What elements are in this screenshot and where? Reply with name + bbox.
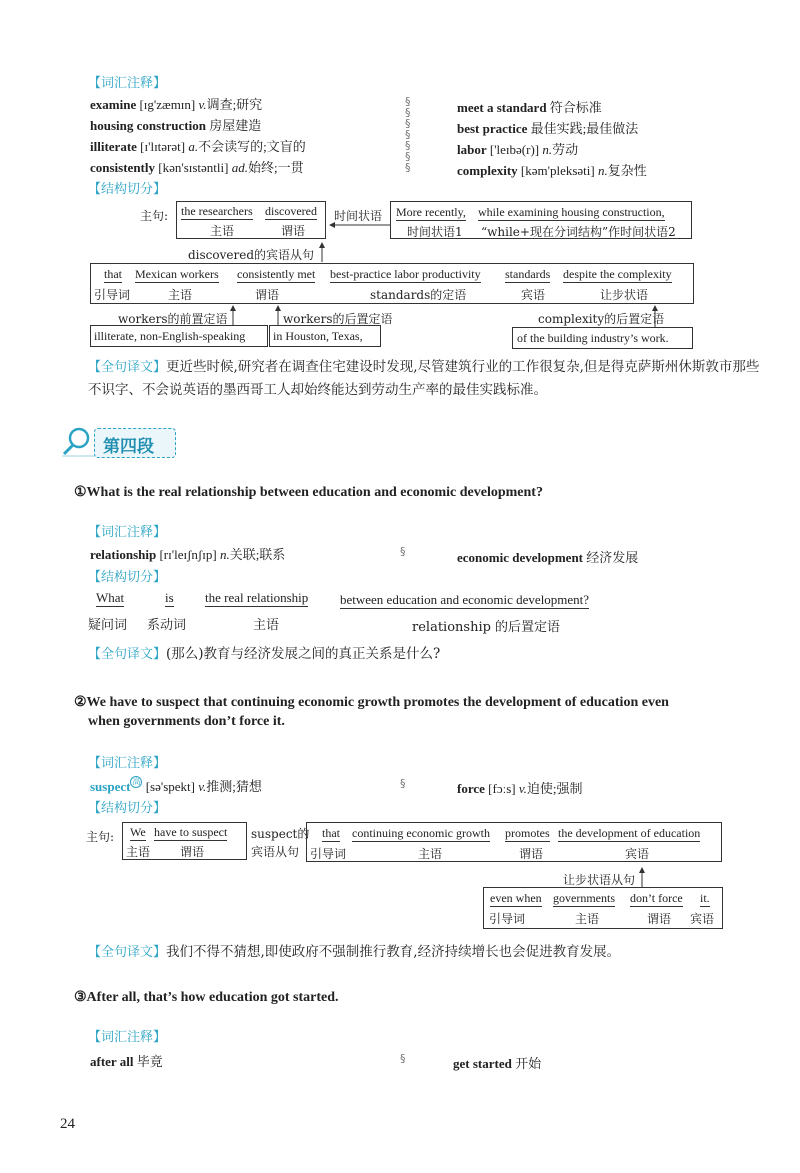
label-object: 宾语 xyxy=(521,288,546,302)
word-consistently-met: consistently met xyxy=(237,267,316,281)
word-dont-force: don’t force xyxy=(630,891,683,905)
divider: § xyxy=(400,777,406,790)
vocab-item-economic-development: economic development 经济发展 xyxy=(457,550,639,565)
q3-sentence: ③After all, that’s how education got started. xyxy=(74,990,339,1005)
label-suspect-of: suspect的 xyxy=(251,827,310,841)
word-real-relationship: the real relationship xyxy=(205,590,309,605)
word-illiterate: illiterate, non-English-speaking xyxy=(94,329,246,343)
label-predicate3: 谓语 xyxy=(647,912,672,926)
word-that: that xyxy=(104,267,122,281)
label-intro3: 引导词 xyxy=(489,912,526,926)
word-houston: in Houston, Texas, xyxy=(273,329,363,343)
vocab-item-meet-standard: meet a standard 符合标准 xyxy=(457,100,602,115)
word-despite: despite the complexity xyxy=(563,267,672,281)
vocab-item-relationship: relationship [rɪ'leɪʃnʃɪp] n.关联;联系 xyxy=(90,547,286,562)
q2-structure-label: 【结构切分】 xyxy=(88,801,167,816)
label-complexity-attr: complexity的后置定语 xyxy=(538,312,665,326)
vocab-item-get-started: get started 开始 xyxy=(453,1056,542,1071)
label-subject2: 主语 xyxy=(418,847,443,861)
vocab-item-labor: labor ['leɪbə(r)] n.劳动 xyxy=(457,142,579,157)
label-object-clause: discovered的宾语从句 xyxy=(188,248,315,262)
vocab-item-illiterate: illiterate [ɪ'lɪtərət] a.不会读写的;文盲的 xyxy=(90,139,306,154)
label-predicate2: 谓语 xyxy=(255,288,280,302)
vocab-item-best-practice: best practice 最佳实践;最佳做法 xyxy=(457,121,639,136)
word-have-to-suspect: have to suspect xyxy=(154,825,228,839)
main-clause-label: 主句: xyxy=(140,209,169,223)
label-linking-verb: 系动词 xyxy=(147,618,187,633)
label-pre-attr: workers的前置定语 xyxy=(118,312,228,326)
paragraph-heading-box xyxy=(94,428,176,458)
label-subject: 主语 xyxy=(126,845,151,859)
q1-sentence: ①What is the real relationship between education and economic development? xyxy=(74,485,543,500)
word-what: What xyxy=(96,590,125,605)
word-standards: standards xyxy=(505,267,551,281)
word-between: between education and economic development? xyxy=(340,592,590,607)
q2-vocab-label: 【词汇注释】 xyxy=(88,756,167,771)
label-while-structure: “while+现在分词结构”作时间状语2 xyxy=(481,225,676,239)
word-development-of-education: the development of education xyxy=(558,826,701,840)
translation-label: 【全句译文】 xyxy=(88,945,167,960)
word-it: it. xyxy=(700,891,710,905)
q1-structure-label: 【结构切分】 xyxy=(88,570,167,585)
vocab-item-complexity: complexity [kəm'pleksəti] n.复杂性 xyxy=(457,163,647,178)
word-is: is xyxy=(165,590,174,605)
label-subject2: 主语 xyxy=(168,288,193,302)
word-mexican-workers: Mexican workers xyxy=(135,267,219,281)
word-we: We xyxy=(130,825,146,839)
label-concession: 让步状语 xyxy=(600,288,649,302)
s3-translation: 【全句译文】更近些时候,研究者在调查住宅建设时发现,尽管建筑行业的工作很复杂,但是得克萨斯州休斯敦市那些不识字、不会说英语的墨西哥工人却始终能达到劳动生产率的最佳实践标准。 xyxy=(88,359,760,398)
word-even-when: even when xyxy=(490,891,542,905)
vocab-item-housing: housing construction 房屋建造 xyxy=(90,118,262,133)
label-post-attr: workers的后置定语 xyxy=(283,312,393,326)
label-intro: 引导词 xyxy=(94,288,131,302)
label-subject: 主语 xyxy=(210,224,235,238)
word-that: that xyxy=(322,826,340,840)
q1-translation: 【全句译文】(那么)教育与经济发展之间的真正关系是什么? xyxy=(88,646,441,662)
label-object-clause: 宾语从句 xyxy=(251,845,300,859)
page-number: 24 xyxy=(60,1116,75,1132)
label-predicate: 谓语 xyxy=(281,224,306,238)
paragraph-heading: 第四段 xyxy=(103,437,154,457)
structure-label: 【结构切分】 xyxy=(88,182,167,197)
label-intro: 引导词 xyxy=(310,847,347,861)
label-object3: 宾语 xyxy=(690,912,715,926)
divider: § § § § § § § xyxy=(405,95,411,174)
q2-sentence-line2: when governments don’t force it. xyxy=(88,714,285,729)
word-more-recently: More recently, xyxy=(396,205,466,219)
vocab-item-force: force [fɔːs] v.迫使;强制 xyxy=(457,781,583,796)
label-time-adverbial: 时间状语 xyxy=(334,209,383,223)
label-concessive-clause: 让步状语从句 xyxy=(563,873,636,887)
label-subject: 主语 xyxy=(253,618,280,633)
word-discovered: discovered xyxy=(265,204,317,218)
word-continuing-growth: continuing economic growth xyxy=(352,826,490,840)
divider: § xyxy=(400,1052,406,1065)
divider: § xyxy=(400,545,406,558)
label-standards-attr: standards的定语 xyxy=(370,288,467,302)
label-subject3: 主语 xyxy=(575,912,600,926)
label-relationship-attr: relationship 的后置定语 xyxy=(412,620,561,635)
q2-translation: 【全句译文】我们不得不猜想,即使政府不强制推行教育,经济持续增长也会促进教育发展。 xyxy=(88,944,621,960)
label-object2: 宾语 xyxy=(625,847,650,861)
vocab-item-examine: examine [ɪg'zæmɪn] v.调查;研究 xyxy=(90,97,263,112)
q2-sentence-line1: ②We have to suspect that continuing economic growth promotes the development of education even xyxy=(74,695,669,710)
word-building: of the building industry’s work. xyxy=(517,331,669,345)
word-the-researchers: the researchers xyxy=(181,204,253,218)
translation-label: 【全句译文】 xyxy=(88,360,167,375)
q3-vocab-label: 【词汇注释】 xyxy=(88,1030,167,1045)
vocab-item-suspect: suspect 高 [sə'spekt] v.推测;猜想 xyxy=(90,777,262,794)
vocab-item-consistently: consistently [kən'sɪstəntli] ad.始终;一贯 xyxy=(90,160,304,175)
high-frequency-mark: 高 xyxy=(132,777,141,786)
vocab-label: 【词汇注释】 xyxy=(88,76,167,91)
vocab-item-after-all: after all 毕竟 xyxy=(90,1054,163,1069)
label-predicate: 谓语 xyxy=(180,845,205,859)
word-while-examining: while examining housing construction, xyxy=(478,205,665,219)
label-interrogative: 疑问词 xyxy=(88,618,128,633)
translation-label: 【全句译文】 xyxy=(88,647,167,662)
word-best-practice: best-practice labor productivity xyxy=(330,267,481,281)
word-promotes: promotes xyxy=(505,826,550,840)
label-predicate2: 谓语 xyxy=(519,847,544,861)
main-clause-label: 主句: xyxy=(86,830,115,844)
q1-vocab-label: 【词汇注释】 xyxy=(88,525,167,540)
label-time1: 时间状语1 xyxy=(407,225,463,239)
word-governments: governments xyxy=(553,891,615,905)
